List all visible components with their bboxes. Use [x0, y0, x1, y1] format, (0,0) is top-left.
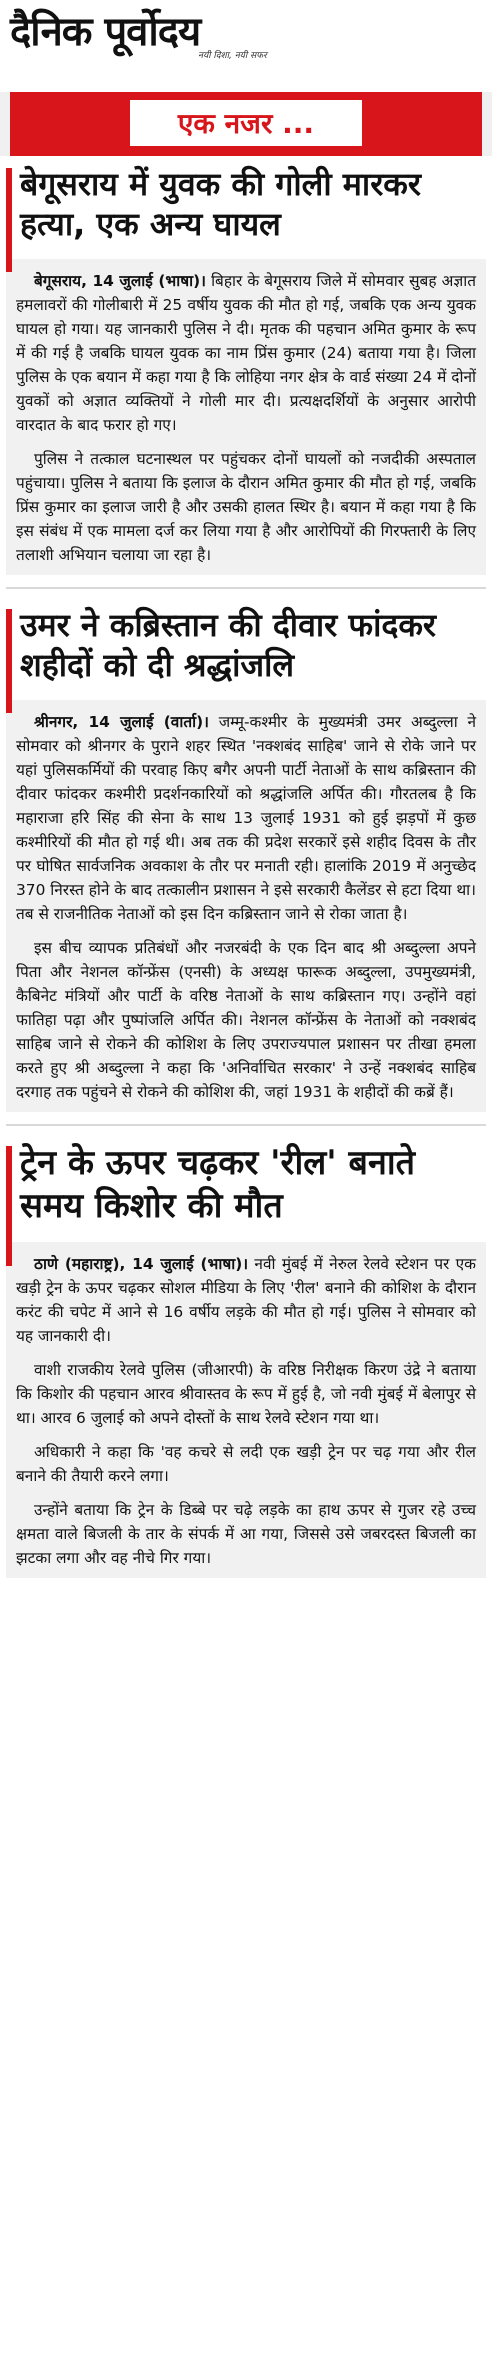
story-body — [6, 700, 486, 1113]
story-divider — [6, 1124, 486, 1126]
section-title: एक नजर ... — [130, 100, 362, 146]
story-paragraph: वाशी राजकीय रेलवे पुलिस (जीआरपी) के वरिष्ठ निरीक्षक किरण उंद्रे ने बताया कि किशोर की पहचान आरव श्रीवास्तव के रूप में हुई है, जो नवी मुंबई में बेलापुर से था। आरव 6 जुलाई को अपने दोस्तों के साथ रेलवे स्टेशन गया था। — [16, 1360, 476, 1427]
news-story-srinagar — [6, 605, 486, 1112]
banner-right-stripe — [482, 92, 492, 156]
news-story-thane — [6, 1142, 486, 1578]
headline-accent-bar — [6, 168, 12, 272]
newspaper-tagline: नयी दिशा, नयी सफर — [198, 51, 267, 61]
story-dateline: बेगूसराय, 14 जुलाई (भाषा)। — [34, 271, 206, 290]
section-banner — [0, 92, 492, 156]
news-story-begusarai — [6, 164, 486, 575]
story-paragraph: पुलिस ने तत्काल घटनास्थल पर पहुंचकर दोनों घायलों को नजदीकी अस्पताल पहुंचाया। पुलिस ने बताया कि इलाज के दौरान अमित कुमार की मौत हो गई, जबकि प्रिंस कुमार का इलाज जारी है और उसकी हालत स्थिर है। बयान में कहा गया है कि इस संबंध में एक मामला दर्ज कर लिया गया है और आरोपियों की गिरफ्तारी के लिए तलाशी अभियान चलाया जा रहा है। — [16, 449, 476, 564]
story-paragraph — [16, 269, 476, 437]
paragraph-text: बिहार के बेगूसराय जिले में सोमवार सुबह अज्ञात हमलावरों की गोलीबारी में 25 वर्षीय युवक की मौत हो गई, जबकि एक अन्य युवक घायल हो गया। यह जानकारी पुलिस ने दी। मृतक की पहचान अमित कुमार के रूप में की गई है जबकि घायल युवक का नाम प्रिंस कुमार (24) बताया गया है। जिला पुलिस के एक बयान में कहा गया है कि लोहिया नगर क्षेत्र के वार्ड संख्या 24 में दोनों युवकों को अज्ञात व्यक्तियों ने गोली मार दी। प्रत्यक्षदर्शियों के अनुसार आरोपी वारदात के बाद फरार हो गए। — [16, 271, 476, 434]
story-headline: ट्रेन के ऊपर चढ़कर 'रील' बनाते समय किशोर की मौत — [20, 1143, 416, 1226]
story-divider — [6, 587, 486, 589]
story-body — [6, 1242, 486, 1578]
story-paragraph — [16, 710, 476, 926]
story-body — [6, 259, 486, 575]
story-dateline: श्रीनगर, 14 जुलाई (वार्ता)। — [34, 712, 209, 731]
story-paragraph — [16, 1252, 476, 1348]
paragraph-text: नवी मुंबई में नेरुल रेलवे स्टेशन पर एक खड़ी ट्रेन के ऊपर चढ़कर सोशल मीडिया के लिए 'रील' बनाने की कोशिश के दौरान करंट की चपेट में आने से 16 वर्षीय लड़के की मौत हो गई। पुलिस ने सोमवार को यह जानकारी दी। — [16, 1254, 476, 1345]
story-headline: बेगूसराय में युवक की गोली मारकर हत्या, एक अन्य घायल — [20, 165, 421, 244]
story-paragraph: उन्होंने बताया कि ट्रेन के डिब्बे पर चढ़े लड़के का हाथ ऊपर से गुजर रहे उच्च क्षमता वाले बिजली के तार के संपर्क में आ गया, जिससे उसे जबरदस्त बिजली का झटका लगा और वह नीचे गिर गया। — [16, 1501, 476, 1568]
newspaper-logo: दैनिक पूर्वोदय — [10, 8, 201, 55]
story-headline: उमर ने कब्रिस्तान की दीवार फांदकर शहीदों को दी श्रद्धांजलि — [20, 606, 437, 685]
banner-left-stripe — [0, 92, 10, 156]
headline-accent-bar — [6, 609, 12, 713]
story-paragraph: अधिकारी ने कहा कि 'वह कचरे से लदी एक खड़ी ट्रेन पर चढ़ गया और रील बनाने की तैयारी करने लगा। — [16, 1443, 476, 1486]
story-paragraph: इस बीच व्यापक प्रतिबंधों और नजरबंदी के एक दिन बाद श्री अब्दुल्ला अपने पिता और नेशनल कॉन्फ्रेंस (एनसी) के अध्यक्ष फारूक अब्दुल्ला, उपमुख्यमंत्री, कैबिनेट मंत्रियों और पार्टी के वरिष्ठ नेताओं के साथ कब्रिस्तान गए। उन्होंने वहां फातिहा पढ़ा और पुष्पांजलि अर्पित की। नेशनल कॉन्फ्रेंस के नेताओं को नक्शबंद साहिब जाने से रोकने की कोशिश के लिए उपराज्यपाल प्रशासन पर तीखा हमला करते हुए श्री अब्दुल्ला ने कहा कि 'अनिर्वाचित सरकार' ने उन्हें नक्शबंद साहिब दरगाह तक पहुंचने से रोकने की कोशिश की, जहां 1931 के शहीदों की कब्रें हैं। — [16, 938, 476, 1102]
masthead — [0, 0, 492, 92]
paragraph-text: जम्मू-कश्मीर के मुख्यमंत्री उमर अब्दुल्ला ने सोमवार को श्रीनगर के पुराने शहर स्थित 'नक्शबंद साहिब' जाने से रोके जाने पर यहां पुलिसकर्मियों की परवाह किए बगैर अपनी पार्टी नेताओं के साथ कब्रिस्तान की दीवार फांदकर कश्मीरी प्रदर्शनकारियों को श्रद्धांजलि अर्पित की। गौरतलब है कि महाराजा हरि सिंह की सेना के साथ 13 जुलाई 1931 को हुई झड़पों में कुछ कश्मीरियों की मौत हो गई थी। अब तक की प्रदेश सरकारें इसे शहीद दिवस के तौर पर घोषित सार्वजनिक अवकाश के तौर पर मनाती रही। हालांकि 2019 में अनुच्छेद 370 निरस्त होने के बाद तत्कालीन प्रशासन ने इसे सरकारी कैलेंडर से हटा दिया था। तब से राजनीतिक नेताओं को इस दिन कब्रिस्तान जाने से रोका जाता है। — [16, 712, 476, 923]
story-dateline: ठाणे (महाराष्ट्र), 14 जुलाई (भाषा)। — [34, 1254, 249, 1273]
headline-accent-bar — [6, 1146, 12, 1266]
